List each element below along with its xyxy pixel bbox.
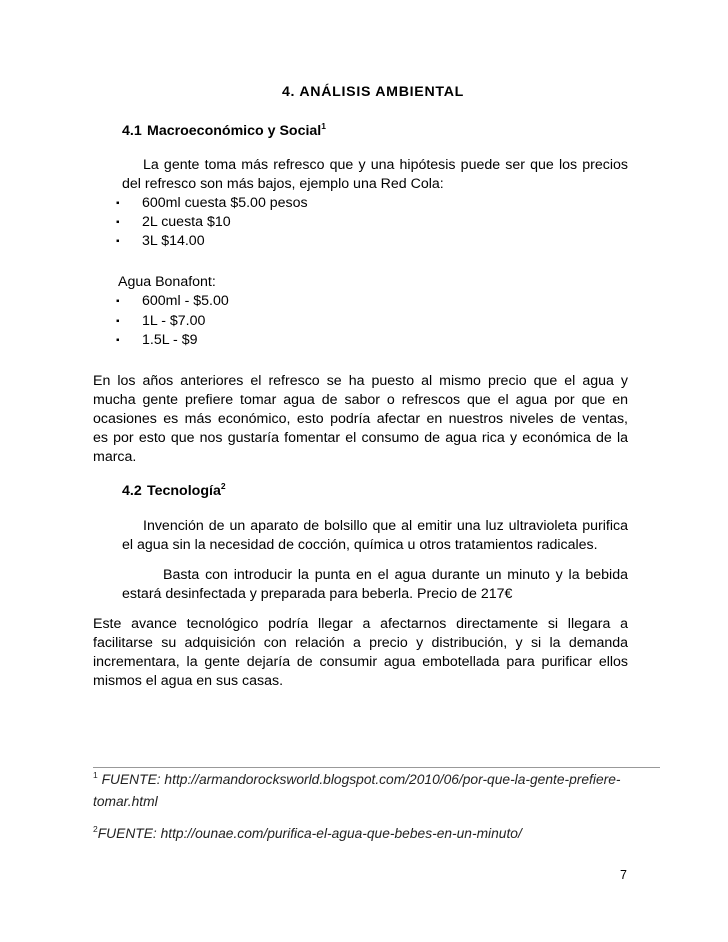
footnote-separator [93, 767, 660, 768]
subsection-number: 4.1 [122, 123, 142, 139]
bullet-icon: ▪ [116, 198, 120, 209]
bullet-icon: ▪ [116, 217, 120, 228]
bullet-icon: ▪ [116, 236, 120, 247]
paragraph-line: Basta con introducir la punta en el agua durante un minuto y la bebida [163, 567, 628, 583]
paragraph-line: Invención de un aparato de bolsillo que al emitir una luz ultravioleta purifica [143, 518, 628, 534]
page-number: 7 [620, 868, 627, 882]
bullet-icon: ▪ [116, 296, 120, 307]
paragraph-line: incrementara, la gente dejaría de consumir agua embotellada para purificar ellos [93, 654, 628, 670]
section-heading-number: 4. [281, 84, 296, 100]
paragraph-line: Este avance tecnológico podría llegar a afectarnos directamente si llegara a [93, 616, 628, 632]
list-item-text: 3L $14.00 [142, 233, 205, 249]
bullet-icon: ▪ [116, 316, 120, 327]
list-item [116, 292, 229, 311]
footnote-2 [93, 826, 522, 841]
list-item [116, 312, 205, 331]
list-item [116, 232, 205, 251]
paragraph-line: estará desinfectada y preparada para beberla. Precio de 217€ [122, 586, 513, 602]
list-item [116, 331, 197, 350]
list-item-text: 2L cuesta $10 [142, 214, 231, 230]
paragraph-line: facilitarse su adquisición con relación a precio y distribución, y si la demanda [93, 635, 628, 651]
list-item [116, 194, 308, 213]
footnote-1-continuation[interactable]: tomar.html [93, 794, 158, 809]
subsection-title: Tecnología [147, 483, 221, 499]
paragraph-line: mucha gente prefiere tomar agua de sabor o refrescos que el agua por que en [93, 392, 628, 408]
subsection-heading-4-1 [122, 123, 326, 139]
subsection-heading-4-2 [122, 483, 226, 499]
footnote-link[interactable]: FUENTE: http://ounae.com/purifica-el-agua-que-bebes-en-un-minuto/ [97, 826, 522, 841]
paragraph-line: mismos el agua en sus casas. [93, 673, 284, 689]
footnote-link[interactable]: FUENTE: http://armandorocksworld.blogspot.com/2010/06/por-que-la-gente-prefiere- [101, 772, 621, 787]
list-item-text: 1L - $7.00 [142, 313, 206, 329]
footnote-number: 1 [93, 770, 98, 780]
paragraph-line: marca. [93, 449, 137, 465]
footnote-number: 2 [93, 824, 98, 834]
list-label: Agua Bonafont: [118, 274, 216, 290]
subsection-title: Macroeconómico y Social [147, 123, 322, 139]
paragraph-line: ocasiones es más económico, esto podría afectar en nuestros niveles de ventas, [93, 411, 628, 427]
footnote-1 [93, 772, 621, 787]
footnote-ref: 2 [220, 481, 226, 491]
list-item [116, 213, 231, 232]
subsection-number: 4.2 [122, 483, 142, 499]
paragraph-line: es por esto que nos gustaría fomentar el consumo de agua rica y económica de la [93, 430, 628, 446]
paragraph-line: En los años anteriores el refresco se ha puesto al mismo precio que el agua y [93, 373, 628, 389]
list-item-text: 600ml cuesta $5.00 pesos [142, 195, 308, 211]
paragraph-line: La gente toma más refresco que y una hipótesis puede ser que los precios [143, 157, 628, 173]
footnote-ref: 1 [321, 121, 326, 131]
section-heading [0, 84, 728, 100]
bullet-icon: ▪ [116, 335, 120, 346]
paragraph-line: del refresco son más bajos, ejemplo una Red Cola: [122, 176, 444, 192]
list-item-text: 600ml - $5.00 [142, 293, 229, 309]
section-heading-title: ANÁLISIS AMBIENTAL [299, 84, 465, 100]
list-item-text: 1.5L - $9 [142, 332, 198, 348]
paragraph-line: el agua sin la necesidad de cocción, química u otros tratamientos radicales. [122, 537, 598, 553]
